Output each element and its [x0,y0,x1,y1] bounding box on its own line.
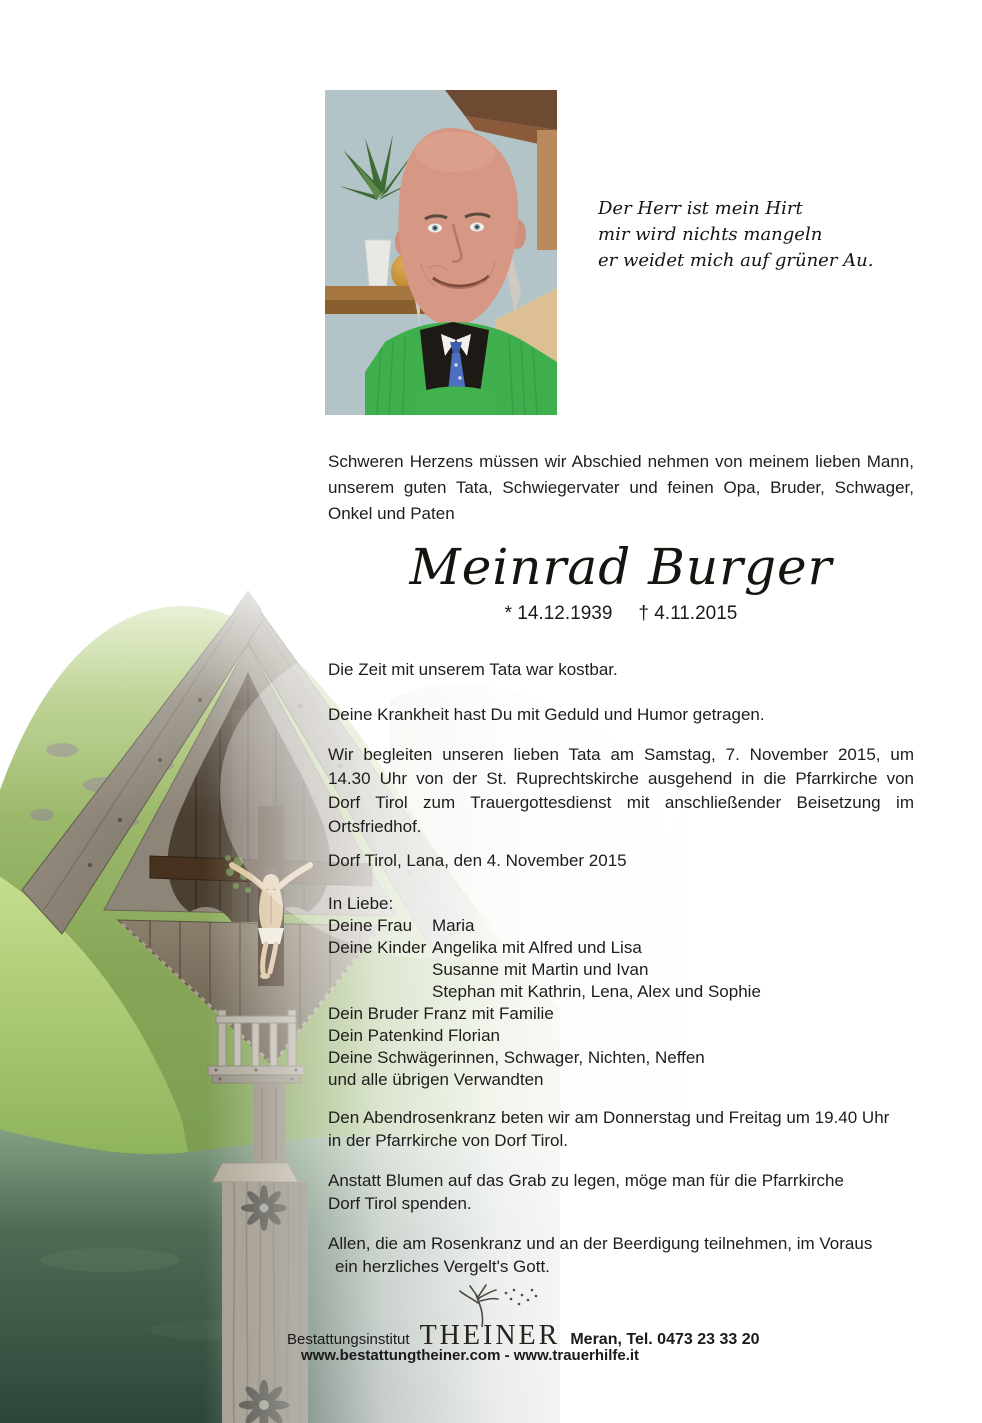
wood-frame [537,130,557,250]
paragraph-illness: Deine Krankheit hast Du mit Geduld und Humor getragen. [328,705,765,724]
children-names: Angelika mit Alfred und Lisa [432,938,642,957]
family-list [328,893,914,1091]
family-wife [328,915,914,937]
family-children: Susanne mit Martin und Ivan [432,960,649,979]
funeral-line: Wir begleiten unseren lieben Tata am Samstag, 7. November 2015, um [328,745,914,764]
paragraph-donation [328,1169,914,1215]
intro-line: Onkel und Paten [328,504,455,523]
plant-pot [365,240,391,286]
wife-label: Deine Frau [328,916,413,935]
death-date: † 4.11.2015 [638,603,738,624]
in-love-label: In Liebe: [328,894,394,913]
psalm-quote [598,196,873,274]
intro-line: Schweren Herzens müssen wir Abschied nehmen von meinem lieben Mann, [328,452,914,471]
children-label: Deine Kinder [328,938,427,957]
family-brother: Dein Bruder Franz mit Familie [328,1004,554,1023]
donation-line: Dorf Tirol spenden. [328,1194,472,1213]
family-relatives: und alle übrigen Verwandten [328,1070,544,1089]
family-godchild: Dein Patenkind Florian [328,1026,500,1045]
date-place-line: Dorf Tirol, Lana, den 4. November 2015 [328,851,627,870]
announcement-intro [328,449,914,527]
funeral-home-websites: www.bestattungtheiner.com - www.trauerhilfe.it [300,1347,640,1364]
funeral-line: 14.30 Uhr von der St. Ruprechtskirche ausgehend in die Pfarrkirche von [328,769,914,788]
family-inlaws: Deine Schwägerinnen, Schwager, Nichten, Neffen [328,1048,705,1067]
quote-line: Der Herr ist mein Hirt [598,198,803,219]
funeral-home-brand: THEINER [419,1320,561,1351]
intro-line: unserem guten Tata, Schwiegervater und feinen Opa, Bruder, Schwager, [328,478,914,497]
life-dates [328,603,914,625]
funeral-home-contact: Meran, Tel. 0473 23 33 20 [570,1331,760,1348]
birth-date: * 14.12.1939 [504,603,613,624]
funeral-line: Ortsfriedhof. [328,817,422,836]
donation-line: Anstatt Blumen auf das Grab zu legen, möge man für die Pfarrkirche [328,1171,844,1190]
family-children: Stephan mit Kathrin, Lena, Alex und Sophie [432,982,761,1001]
quote-line: mir wird nichts mangeln [598,224,823,245]
wife-name: Maria [432,916,475,935]
paragraph-funeral [328,743,914,839]
rosary-line: in der Pfarrkirche von Dorf Tirol. [328,1131,568,1150]
funeral-home-type: Bestattungsinstitut [287,1331,410,1348]
funeral-line: Dorf Tirol zum Trauergottesdienst mit anschließender Beisetzung im [328,793,914,812]
portrait-photo [325,90,557,415]
rosary-line: Den Abendrosenkranz beten wir am Donnerstag und Freitag um 19.40 Uhr [328,1108,890,1127]
paragraph-thanks [328,1232,914,1278]
portrait-illustration [325,90,557,415]
quote-line: er weidet mich auf grüner Au. [598,250,874,271]
paragraph-rosary [328,1106,914,1152]
thanks-line: Allen, die am Rosenkranz und an der Beerdigung teilnehmen, im Voraus [328,1234,873,1253]
family-children [328,937,914,959]
vest-bib [417,387,495,416]
deceased-name: Meinrad Burger [409,538,833,596]
thanks-line: ein herzliches Vergelt's Gott. [335,1257,550,1276]
paragraph-time: Die Zeit mit unserem Tata war kostbar. [328,660,618,679]
